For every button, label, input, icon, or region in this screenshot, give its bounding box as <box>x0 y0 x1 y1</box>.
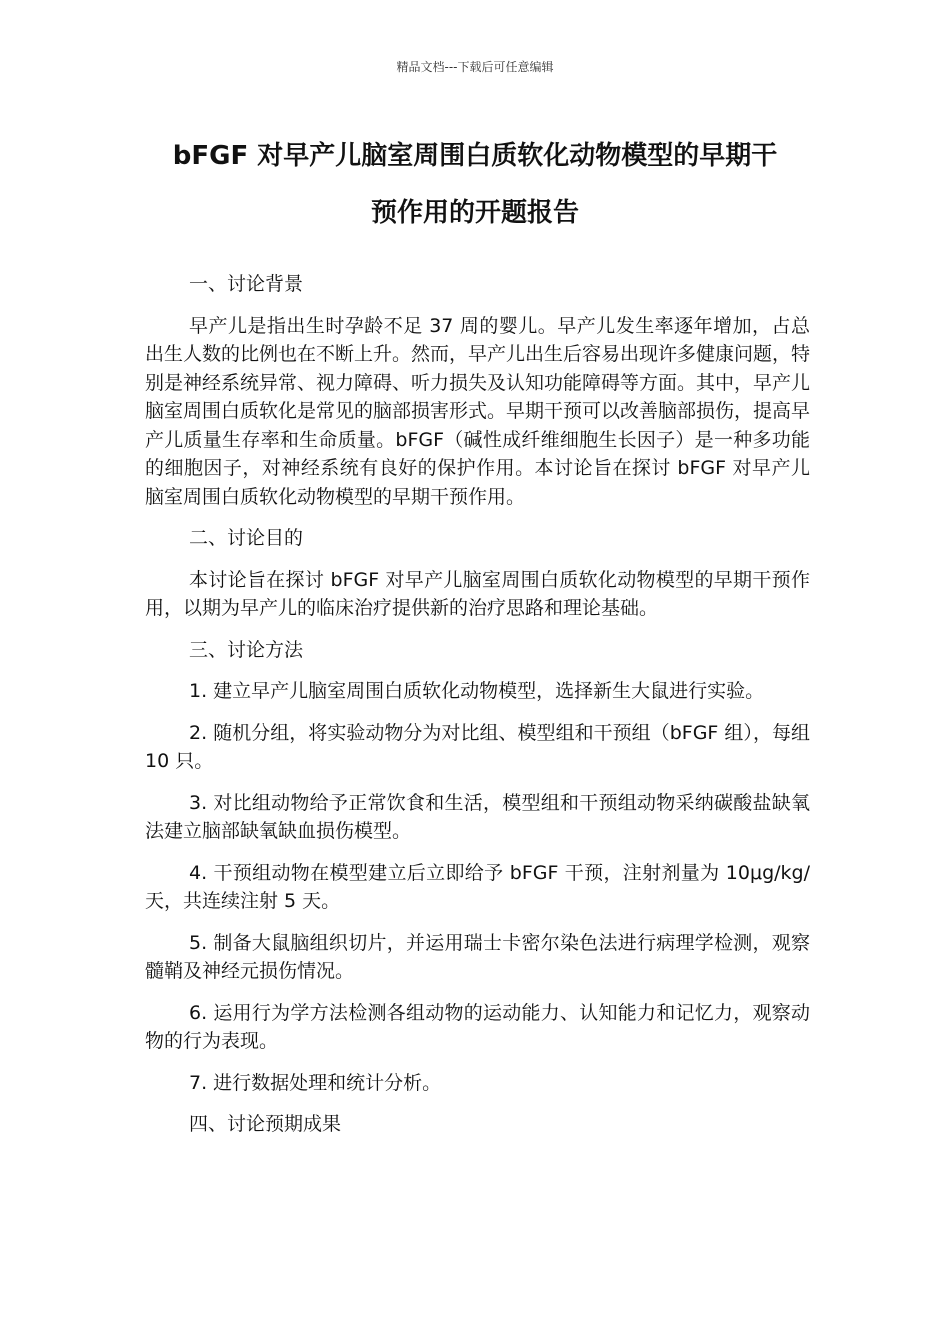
document-title <box>140 128 810 242</box>
method-step-3: 3. 对比组动物给予正常饮食和生活，模型组和干预组动物采纳碳酸盐缺氧法建立脑部缺氧缺血损伤模型。 <box>145 791 810 842</box>
document-title-line-2: 预作用的开题报告 <box>370 198 579 228</box>
paragraph-purpose: 本讨论旨在探讨 bFGF 对早产儿脑室周围白质软化动物模型的早期干预作用，以期为早产儿的临床治疗提供新的治疗思路和理论基础。 <box>145 568 810 619</box>
section-heading-expected-results: 四、讨论预期成果 <box>189 1113 342 1135</box>
method-step-4: 4. 干预组动物在模型建立后立即给予 bFGF 干预，注射剂量为 10μg/kg/天，共连续注射 5 天。 <box>145 861 810 912</box>
method-step-1: 1. 建立早产儿脑室周围白质软化动物模型，选择新生大鼠进行实验。 <box>189 680 765 702</box>
page-header-note: 精品文档---下载后可任意编辑 <box>396 60 554 74</box>
section-heading-purpose: 二、讨论目的 <box>189 527 304 549</box>
paragraph-background: 早产儿是指出生时孕龄不足 37 周的婴儿。早产儿发生率逐年增加，占总出生人数的比例也在不断上升。然而，早产儿出生后容易出现许多健康问题，特别是神经系统异常、视力障碍、听力损失及认知功能障碍等方面。其中，早产儿脑室周围白质软化是常见的脑部损害形式。早期干预可以改善脑部损伤，提高早产儿质量生存率和生命质量。bFGF（碱性成纤维细胞生长因子）是一种多功能的细胞因子，对神经系统有良好的保护作用。本讨论旨在探讨 bFGF 对早产儿脑室周围白质软化动物模型的早期干预作用。 <box>145 314 811 508</box>
method-step-5: 5. 制备大鼠脑组织切片，并运用瑞士卡密尔染色法进行病理学检测，观察髓鞘及神经元损伤情况。 <box>145 931 810 982</box>
section-heading-methods: 三、讨论方法 <box>189 638 304 661</box>
method-step-6: 6. 运用行为学方法检测各组动物的运动能力、认知能力和记忆力，观察动物的行为表现。 <box>145 1001 810 1052</box>
document-body <box>145 270 810 1152</box>
section-heading-background: 一、讨论背景 <box>189 273 304 295</box>
method-step-7: 7. 进行数据处理和统计分析。 <box>189 1071 442 1094</box>
document-title-line-1: bFGF 对早产儿脑室周围白质软化动物模型的早期干 <box>172 141 778 171</box>
method-step-2: 2. 随机分组，将实验动物分为对比组、模型组和干预组（bFGF 组），每组 10 只。 <box>145 721 810 772</box>
